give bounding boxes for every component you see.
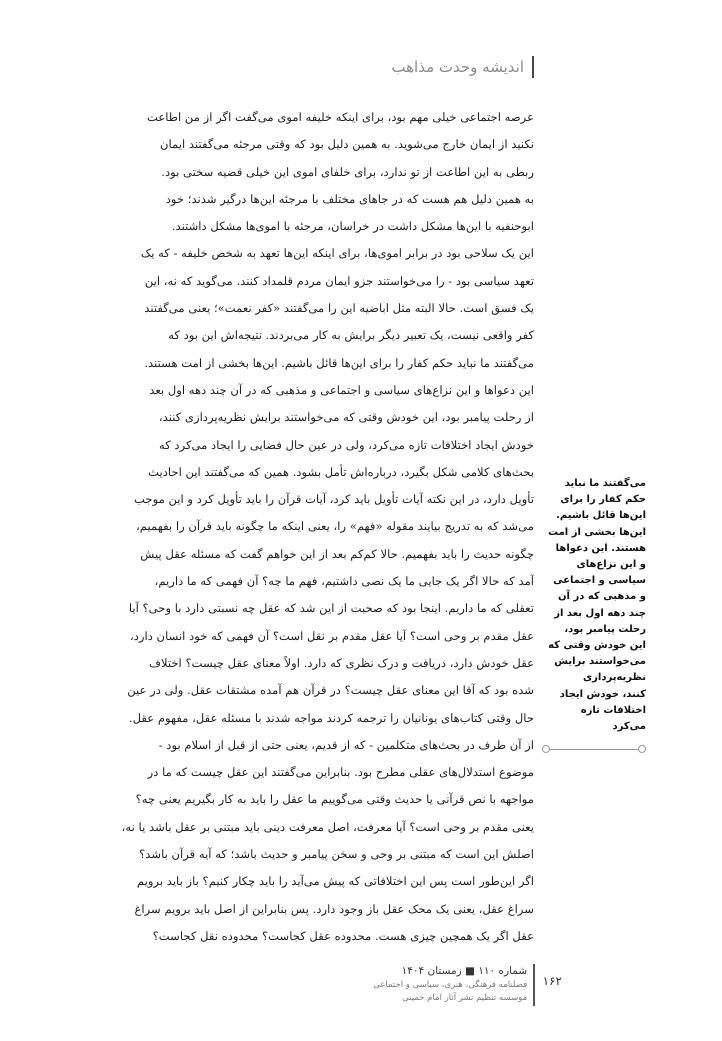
body-line: اگر این‌طور است پس این اختلافاتی که پیش می‌آید را باید چکار کنیم؟ باز باید برویم <box>136 874 534 889</box>
body-line: بحث‌های کلامی شکل بگیرد، درباره‌اش تأمل بشود. همین که می‌گفتند این احادیث <box>148 464 534 479</box>
pull-quote-line: رحلت پیامبر بود، <box>564 623 646 635</box>
pull-quote-line: این خودش وقتی که <box>548 640 646 652</box>
pull-quote-line: و این نزاع‌های <box>576 559 646 571</box>
pull-quote-line: می‌خواستند برایش <box>554 656 646 668</box>
body-line: کفر واقعی نیست، یک تعبیر دیگر برایش به کار می‌بردند. نتیجه‌اش این بود که <box>168 328 534 343</box>
article-body <box>104 104 534 950</box>
pull-quote-line: و مذهبی که در آن <box>558 591 646 603</box>
page-footer <box>373 964 562 1006</box>
body-line: آمد که حالا اگر یک جایی ما یک نصی داشتیم، فهم ما چه؟ آن فهمی که ما داریم، <box>154 574 534 589</box>
body-line: عقل خودش دارد، دریافت و درک نظری که دارد. اولاً معنای عقل چیست؟ اختلاف <box>148 655 534 670</box>
body-line: حال وقتی کتاب‌های یونانیان را ترجمه کردند مواجه شدند با مسئله عقل، مفهوم عقل. <box>128 710 534 725</box>
footer-bar <box>533 964 535 1006</box>
pull-quote-line: هستند. این دعواها <box>555 542 646 554</box>
body-line: موضوع استدلال‌های عقلی مطرح بود. بنابراین می‌گفتند این عقل چیست که ما در <box>147 765 534 780</box>
pull-quote-line: حکم کفار را برای <box>560 494 646 506</box>
pull-quote-line: کنند، خودش ایجاد <box>559 688 646 700</box>
running-header <box>391 56 534 78</box>
body-line: تعقلی که ما داریم. اینجا بود که صحبت از این شد که عقل چه نسبتی دارد با وحی؟ آیا <box>128 601 534 616</box>
pull-quote-line: می‌کرد <box>612 721 646 733</box>
pull-quote <box>542 476 646 735</box>
body-line: اصلش این است که مبتنی بر وحی و سخن پیامبر و حدیث باشد؛ که آیه قرآن باشد؟ <box>139 847 534 862</box>
pull-quote-line: نظریه‌پردازی <box>583 672 646 684</box>
publisher-name: موسسه تنظیم نشر آثار امام خمینی <box>402 993 528 1003</box>
body-line: این دعواها و این نزاع‌های سیاسی و اجتماعی و مذهبی که در آن چند دهه اول بعد <box>149 382 534 397</box>
body-line: سراغ عقل، یعنی یک محک عقل باز وجود دارد. پس بنابراین از اصل باید برویم سراغ <box>134 901 534 916</box>
body-line: به همین دلیل هم هست که در جاهای مختلف با مرجئه این‌ها درگیر شدند؛ خود <box>165 191 534 206</box>
rule-dot-left <box>542 745 550 753</box>
body-line: چگونه حدیث را باید بفهمیم. حالا کم‌کم بعد از این خواهم گفت که مسئله عقل پیش <box>140 546 534 561</box>
pull-quote-line: اختلافات تازه <box>580 704 646 716</box>
body-line: از آن طرف در بحث‌های متکلمین - که از قدیم، یعنی حتی از قبل از اسلام بود - <box>158 737 534 752</box>
pull-quote-rule <box>542 745 646 755</box>
journal-description: فصلنامه فرهنگی، هنری، سیاسی و اجتماعی <box>373 980 528 990</box>
pull-quote-line: این‌ها قائل باشیم. <box>556 510 646 522</box>
body-line: شده بود که آقا این معنای عقل چیست؟ در قرآن هم آمده مشتقات عقل. ولی در عین <box>127 683 534 698</box>
body-line: عقل مقدم بر وحی است؟ آیا عقل مقدم بر نقل است؟ آن فهمی که خود انسان دارد، <box>129 628 534 643</box>
pull-quote-line: این‌ها بخشی از امت <box>548 526 646 538</box>
body-line: یک فسق است. حالا البته مثل اباضیه این را می‌گفتند «کفر نعمت»؛ یعنی می‌گفتند <box>144 301 534 316</box>
pull-quote-line: می‌گفتند ما نباید <box>564 478 646 489</box>
header-bar <box>532 56 534 78</box>
body-line: یعنی مقدم بر وحی است؟ آیا معرفت، اصل معرفت دینی باید مبتنی بر عقل باشد یا نه، <box>121 819 534 834</box>
pull-quote-line: سیاسی و اجتماعی <box>553 575 646 587</box>
issue-label: شماره ۱۱۰ ■ زمستان ۱۴۰۴ <box>401 965 528 977</box>
rule-line <box>546 749 642 750</box>
pull-quote-line: چند دهه اول بعد از <box>554 607 646 619</box>
body-line: ابوحنفیه با این‌ها مشکل داشت در خراسان، مرجئه با اموی‌ها مشکل داشتند. <box>171 219 534 234</box>
page-number: ۱۶۲ <box>542 974 562 988</box>
footer-info <box>373 964 527 1005</box>
body-line: از رحلت پیامبر بود، این خودش وقتی که می‌خواستند برایش نظریه‌پردازی کنند، <box>158 410 534 425</box>
body-line: عرصه اجتماعی خیلی مهم بود، برای اینکه خلیفه اموی می‌گفت اگر از من اطاعت <box>146 110 534 124</box>
body-line: می‌شد که به تدریج بیایند مقوله «فهم» را، یعنی اینکه ما چگونه باید قرآن را بفهمیم، <box>136 519 534 534</box>
body-line: عقل اگر یک همچین چیزی هست. محدوده عقل کجاست؟ محدوده نقل کجاست؟ <box>152 928 534 943</box>
body-line: این یک سلاحی بود در برابر اموی‌ها، برای اینکه این‌ها تعهد به شخص خلیفه - که یک <box>140 246 534 261</box>
body-line: تعهد سیاسی بود - را می‌خواستند جزو ایمان مردم قلمداد کنند. می‌گوید که نه، این <box>144 273 534 288</box>
body-line: مواجهه با نص قرآنی یا حدیث وقتی می‌گوییم ما عقل را باید به کار بگیریم یعنی چه؟ <box>135 792 534 807</box>
body-line: خودش ایجاد اختلافات تازه می‌کرد، ولی در عین حال فضایی را ایجاد می‌کرد که <box>158 437 534 452</box>
header-title: اندیشه وحدت مذاهب <box>391 58 524 76</box>
rule-dot-right <box>638 745 646 753</box>
body-line: تأویل دارد، در این نکته آیات تأویل باید کرد، آیات قرآن را باید تأویل کرد و این موجب <box>134 492 534 507</box>
body-line: نکنید از ایمان خارج می‌شوید. به همین دلیل بود که وقتی مرجئه می‌گفتند ایمان <box>160 137 534 152</box>
body-line: ربطی به این اطاعت از تو ندارد، برای خلفای اموی این خیلی قضیه سختی بود. <box>161 164 534 179</box>
body-line: می‌گفتند ما نباید حکم کفار را برای این‌ها قائل باشیم. این‌ها بخشی از امت هستند. <box>144 355 534 370</box>
